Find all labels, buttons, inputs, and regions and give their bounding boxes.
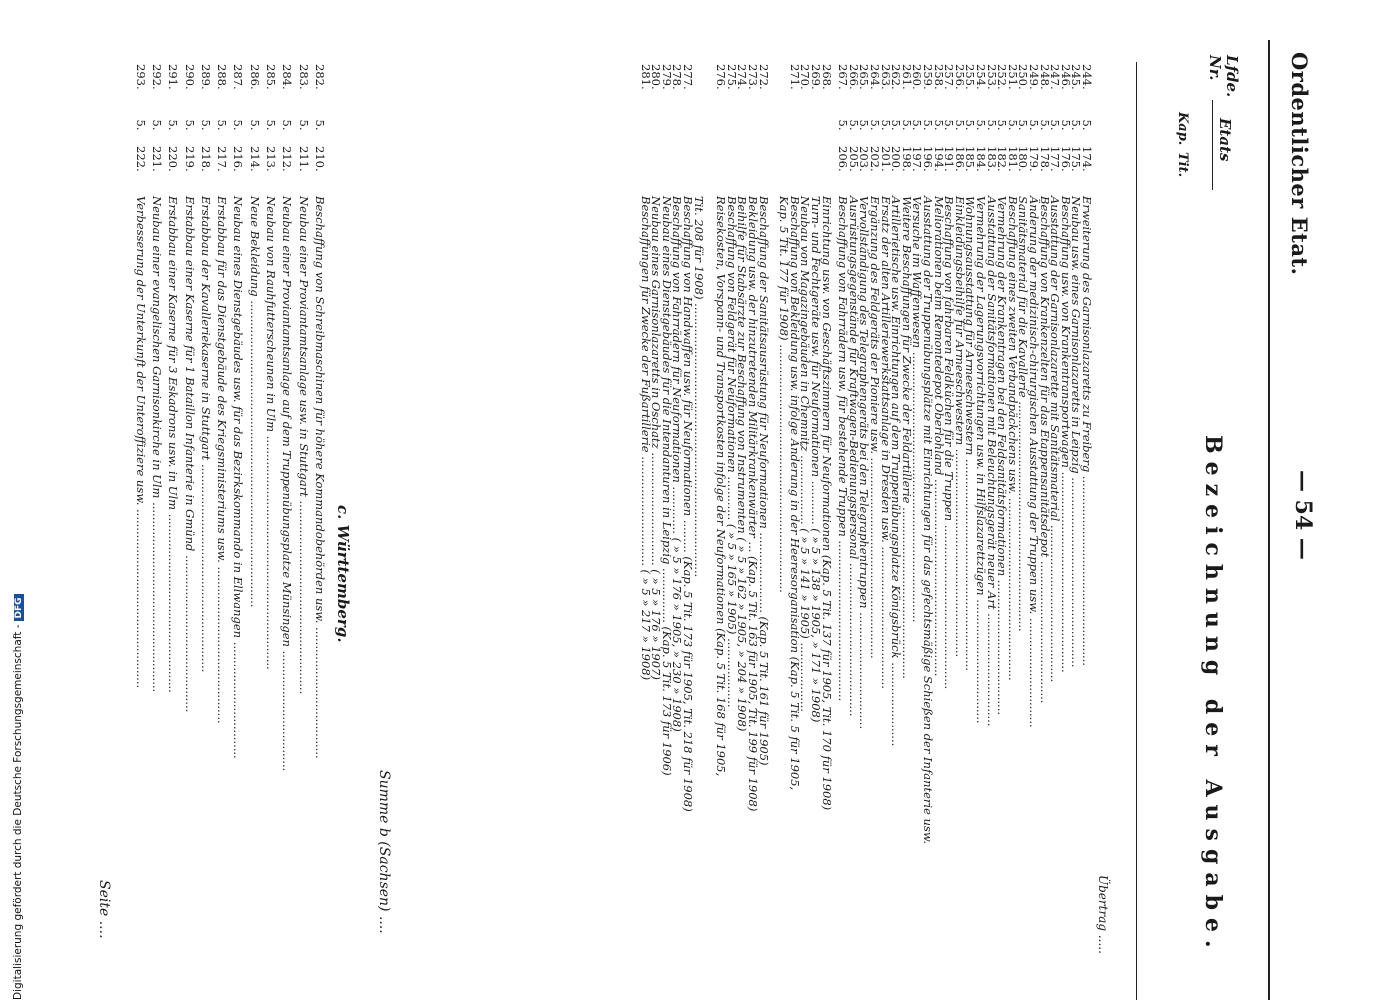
table-row-c-nr: 284. [280, 64, 295, 90]
table-row-c [249, 0, 260, 1000]
table-row-text: Beschaffung von Fahrrädern usw. für bestehende Truppen ............................................ [836, 196, 851, 702]
table-row-nr: 281. [638, 64, 653, 90]
table-row-kap: 5. [1058, 119, 1073, 131]
table-row-nr: 263. [878, 64, 893, 90]
table-row-c-tit: 214. [247, 146, 262, 172]
table-row-c-kap: 5. [166, 119, 181, 131]
table-row-c [233, 0, 244, 1000]
table-row-kap: 5. [1080, 119, 1094, 131]
table-row-nr: 261. [899, 64, 914, 90]
uebertrag: Übertrag ..... [1096, 875, 1110, 954]
table-row-c-kap: 5. [133, 119, 148, 131]
table-row-text: Neubau eines Dienstgebäudes für die Intendanturen in Leipzig ............... (Kap. 5 Tit. 173 für 1906) [659, 196, 674, 776]
table-row-nr: 251. [1005, 64, 1020, 90]
table-row-tit: 184. [974, 146, 988, 172]
table-row-tit: 174. [1080, 146, 1094, 172]
table-row-c-nr: 282. [313, 64, 327, 90]
table-row-nr: 256. [952, 64, 967, 90]
table-row-nr: 280. [649, 64, 664, 90]
seite: Seite .... [96, 880, 112, 939]
table-row-nr: 245. [1069, 64, 1084, 90]
table-row-nr: 255. [963, 64, 978, 90]
table-row-c-kap: 5. [150, 119, 164, 131]
table-row-nr: 277. [681, 64, 695, 90]
table-row-tit: 181. [1005, 146, 1020, 172]
table-row-text: Vermehrung der Lagerungsvorrichtungen usw. in Hilfslazarettzügen .................................. [974, 196, 988, 724]
table-row-tit: 175. [1069, 146, 1084, 172]
table-row-c-text: Verbesserung der Unterkunft der Unteroffiziere usw. ................................................. [133, 196, 148, 689]
table-row-tit: 179. [1027, 146, 1041, 172]
table-row-nr: 266. [846, 64, 861, 90]
table-row-text: Ausrüstungsgegenstände für Kraftwagen-Bedienungspersonal .......................................... [846, 196, 861, 717]
table-row-tit: 205. [846, 146, 861, 172]
table-row-text: Reisekosten, Vorspann- und Transportkosten infolge der Neuformationen (Kap. 5 Tit. 168 für 1905, [714, 196, 729, 777]
table-row-kap: 5. [857, 119, 872, 131]
table-row-kap: 5. [963, 119, 978, 131]
table-row-c-text: Neubau einer Proviantamtsanlage auf dem Truppenübungsplatze Münsingen ................................. [280, 196, 295, 772]
etat-header: Ordentlicher Etat. [1287, 52, 1312, 276]
table-row-text: Neubau eines Garnisonlazaretts in Oschatz ............................... ( » 5 » 176 » 1907) [649, 196, 664, 680]
table-row-c-kap: 5. [296, 119, 311, 131]
table-row-text: Beschaffungen für Zwecke der Fußartillerie .............................. ( » 5 » 217 » 1908) [638, 196, 653, 681]
table-row-c [282, 0, 293, 1000]
table-row-nr: 252. [995, 64, 1010, 90]
table-row-c-tit: 216. [231, 146, 246, 172]
table-title: Bezeichnung der Ausgabe. [1200, 435, 1226, 956]
table-row-kap: 5. [1005, 119, 1020, 131]
table-row-nr: 260. [910, 64, 925, 90]
table-row-text: Beihilfe für Stabsärzte zur Beschaffung von Instrumenten ( » 5 » 162 » 1905, » 204 » 1908) [735, 196, 750, 732]
table-row-c-tit: 210. [313, 146, 327, 172]
table-row-text: Weitere Beschaffungen für Zwecke der Feldartillerie ............................................... [899, 196, 914, 679]
table-row-c-nr: 283. [296, 64, 311, 90]
table-row-nr: 265. [857, 64, 872, 90]
table-row-c-tit: 211. [296, 146, 311, 172]
table-row-kap: 5. [921, 119, 935, 131]
table-row-c [184, 0, 195, 1000]
table-row-nr: 249. [1027, 64, 1041, 90]
table-row-text: Beschaffung von Krankenzelten für das Etappensanitätsdepot ....................................... [1037, 196, 1052, 704]
table-row-c-tit: 213. [264, 146, 279, 172]
table-row-tit: 206. [836, 146, 851, 172]
table-row [640, 0, 651, 1000]
table-row-text: Sanitätsmaterial für die Kavallerie ............................................................... [1016, 196, 1031, 632]
table-row-c [264, 0, 279, 1000]
table-row-nr: 278. [670, 64, 685, 90]
table-row-tit: 180. [1016, 146, 1031, 172]
table-row-kap: 5. [836, 119, 851, 131]
table-row-c-tit: 219. [182, 146, 197, 172]
table-row-tit: 176. [1058, 146, 1073, 172]
table-row-c-tit: 222. [133, 146, 148, 172]
table-row-c-kap: 5. [313, 119, 327, 131]
table-row-text: Artillerietische usw. Einrichtungen auf dem Truppenübungsplatze Königsbrück ....................... [889, 196, 904, 747]
table-row-c-text: Neubau einer Proviantamtsanlage usw. in Stuttgart ..................................................... [296, 196, 311, 695]
table-row-nr: 279. [659, 64, 674, 90]
table-row-tit: 191. [942, 146, 957, 172]
table-row-c-kap: 5. [264, 119, 279, 131]
table-row-text: Ausstattung der Truppenübungsplätze mit Einrichtungen für das gefechtsmäßige Schießen der Infanterie usw. [921, 196, 935, 844]
table-row-c-nr: 286. [247, 64, 262, 90]
table-row-kap: 5. [899, 119, 914, 131]
table-row-c-nr: 290. [182, 64, 197, 90]
table-row-nr: 271. [787, 64, 802, 90]
page-number: — 54 — [1290, 470, 1316, 560]
table-row-text: Änderung der medizinisch-chirurgischen Ausstattung der Truppen usw. .............................. [1027, 196, 1041, 728]
summe-b: Summe b (Sachsen) .... [376, 770, 392, 934]
table-row-c [215, 0, 230, 1000]
table-row-c-tit: 212. [280, 146, 295, 172]
table-row-nr: 264. [868, 64, 882, 90]
table-row-nr: 254. [974, 64, 988, 90]
table-row-nr: 250. [1016, 64, 1031, 90]
table-row-tit: 200. [889, 146, 904, 172]
table-row-text: Ausstattung der Garnisonlazarette mit Sanitätsmaterial ........................................... [1048, 196, 1063, 683]
table-row-c-nr: 293. [133, 64, 148, 90]
table-row-kap: 5. [1048, 119, 1063, 131]
table-row-c-text: Neue Bekleidung .................................................................................... [247, 196, 262, 608]
table-row-c-nr: 292. [150, 64, 164, 90]
table-row-c-nr: 289. [198, 64, 213, 90]
table-row-text: Turn- und Fechtgeräte usw. für Neuformationen ............ ( » 5 » 138 » 1905, » 171 » 1908) [809, 196, 823, 723]
table-row-c [314, 0, 325, 1000]
table-row-c-tit: 220. [166, 146, 181, 172]
table-row-text: Vervollständigung des Telegraphengeräts bei den Telegraphentruppen ................................ [857, 196, 872, 730]
col-header-kap: Kap. [1175, 112, 1190, 146]
table-row-nr: 244. [1080, 64, 1094, 90]
table-row-nr: 273. [746, 64, 760, 90]
table-row-text: Tit. 208 für 1908) ........................................................................... [691, 196, 706, 578]
table-row-nr: 274. [735, 64, 750, 90]
table-row-c-kap: 5. [198, 119, 213, 131]
table-row [836, 0, 851, 1000]
table-row-c-nr: 288. [215, 64, 230, 90]
table-row-tit: 196. [921, 146, 935, 172]
table-row-c-text: Erstabbau für das Dienstgebäude des Kriegsministeriums usw. ........................................... [215, 196, 230, 724]
table-row-nr: 268. [819, 64, 834, 90]
table-row-c-text: Neubau von Rauhfutterscheunen in Ulm ................................................................ [264, 196, 279, 670]
table-row-nr: 270. [798, 64, 813, 90]
table-row-tit: 197. [910, 146, 925, 172]
table-row-tit: 182. [995, 146, 1010, 172]
table-row-kap: 5. [952, 119, 967, 131]
table-row-c [135, 0, 146, 1000]
table-row-kap: 5. [931, 119, 946, 131]
table-row-text: Einrichtung usw. von Geschäftszimmern für Neuformationen (Kap. 5 Tit. 137 für 1905, Tit. 170 für 1908) [819, 196, 834, 811]
table-row-text: Beschaffung der Sanitätsausrüstung für Neuformationen ...................... (Kap. 5 Tit. 161 für 1905) [756, 196, 771, 766]
table-row-c-text: Beschaffung von Schreibmaschinen für höhere Kommandobehörden usw. .................................... [313, 196, 327, 759]
table-row-c-nr: 291. [166, 64, 181, 90]
table-row-kap: 5. [1069, 119, 1084, 131]
table-row-text: Kap. 5 Tit. 177 für 1908) .................................................................... [777, 196, 792, 593]
table-row-kap: 5. [1037, 119, 1052, 131]
table-row-nr: 275. [724, 64, 739, 90]
table-row [714, 0, 729, 1000]
table-row-text: Beschaffung von Feldgerät für Neuformationen ............ ( » 5 » 165 » 1905) ................... [724, 196, 739, 708]
table-row-c-text: Erstabbau der Kavalleriekaserne in Stuttgart ......................................................... [198, 196, 213, 673]
table-row-nr: 269. [809, 64, 823, 90]
table-row-text: Ausstattung der Sanitätsformationen mit Beleuchtungsgerät neuer Art ............................... [984, 196, 999, 727]
table-row-nr: 253. [984, 64, 999, 90]
table-row-tit: 202. [868, 146, 882, 172]
table-row-c [168, 0, 179, 1000]
table-row-text: Ersatz der alten Artilleriewerkstattsanlage in Dresden usw. ....................................... [878, 196, 893, 689]
table-row-kap: 5. [984, 119, 999, 131]
table-row-c-text: Erstabbau einer Kaserne für 3 Eskadrons usw. in Ulm ................................................. [166, 196, 181, 693]
table-row-tit: 183. [984, 146, 999, 172]
table-row-tit: 178. [1037, 146, 1052, 172]
table-row-nr: 272. [756, 64, 771, 90]
table-row-text: Neubau von Magazingebäuden in Chemnitz ................... ( » 5 » 141 » 1905) ................... [798, 196, 813, 712]
table-row-text: Erweiterung des Garnisonlazaretts zu Freiberg .................................................... [1080, 196, 1094, 666]
table-row-text: Vermehrung der Krankentragen bei den Feldsanitätsformationen ..................................... [995, 196, 1010, 716]
table-row-nr: 258. [931, 64, 946, 90]
table-row-tit: 198. [899, 146, 914, 172]
table-row-kap: 5. [995, 119, 1010, 131]
col-header-nr: Lfde. Nr. [1206, 55, 1241, 98]
table-row-c-kap: 5. [215, 119, 230, 131]
table-row-c-text: Erstabbau einer Kaserne für 1 Bataillon Infanterie in Gmünd ........................................... [182, 196, 197, 713]
table-row-text: Einkleidungsbeihilfe für Armeeschwestern ......................................................... [952, 196, 967, 658]
table-row-text: Beschaffung von fahrbaren Feldküchen für die Truppen ............................................. [942, 196, 957, 690]
table-row-tit: 203. [857, 146, 872, 172]
table-row-c-nr: 287. [231, 64, 246, 90]
table-row-text: Beschaffung von Fahrrädern für Neuformationen ............. ( » 5 » 176 » 1905, » 230 » 1908) [670, 196, 685, 732]
table-row-tit: 177. [1048, 146, 1063, 172]
table-row-text: Ergänzung des Feldgeräts der Pioniere usw. ....................................................... [868, 196, 882, 659]
table-row-c-tit: 221. [150, 146, 164, 172]
table-row-nr: 247. [1048, 64, 1063, 90]
table-row-c [151, 0, 162, 1000]
table-row-kap: 5. [942, 119, 957, 131]
table-row-nr: 262. [889, 64, 904, 90]
table-row-kap: 5. [1027, 119, 1041, 131]
table-row-c-tit: 218. [198, 146, 213, 172]
table-row-text: Beschaffung von Bekleidung usw. infolge Änderung in der Heeresorganisation (Kap. 5 Tit. 5 für 1905, [787, 196, 802, 791]
table-row-kap: 5. [889, 119, 904, 131]
table-row-text: Meliorationen beim Remontedepot Oberlohland ...................................................... [931, 196, 946, 677]
table-row-kap: 5. [868, 119, 882, 131]
table-row-text: Wohnungsausstattung für Armeeschwestern .......................................................... [963, 196, 978, 671]
table-row-kap: 5. [1016, 119, 1031, 131]
table-row-c-nr: 285. [264, 64, 279, 90]
table-row-tit: 194. [931, 146, 946, 172]
table-row-c-kap: 5. [182, 119, 197, 131]
col-header-tit: Tit. [1175, 152, 1190, 178]
table-row-kap: 5. [878, 119, 893, 131]
table-row-c-tit: 217. [215, 146, 230, 172]
table-row-nr: 246. [1058, 64, 1073, 90]
table-row-tit: 201. [878, 146, 893, 172]
table-row-c-kap: 5. [247, 119, 262, 131]
table-row-nr: 259. [921, 64, 935, 90]
table-row-text: Beschaffung von Handwaffen usw. für Neuformationen ......... (Kap. 5 Tit. 173 für 1905, Tit. 218 für 1908) [681, 196, 695, 812]
table-row [777, 0, 792, 1000]
section-c-title: c. Württemberg. [334, 505, 352, 643]
col-header-etats: Etats [1216, 118, 1234, 162]
table-row-nr: 267. [836, 64, 851, 90]
dfg-logo: DFG [14, 594, 24, 621]
table-row-nr: 276. [714, 64, 729, 90]
table-row-c [200, 0, 211, 1000]
table-row-kap: 5. [974, 119, 988, 131]
table-row-tit: 185. [963, 146, 978, 172]
table-row-text: Bekleidung usw. der hinzutretenden Militärkrankenwärter ... (Kap. 5 Tit. 163 für 1905, Tit. 199 für 1908) [746, 196, 760, 812]
table-row-c-text: Neubau einer evangelischen Garnisonkirche in Ulm .................................................... [150, 196, 164, 693]
table-row-c-text: Neubau eines Dienstgebäudes usw. für das Bezirkskommando in Ellwangen ................................ [231, 196, 246, 759]
table-row-text: Neubau usw. eines Garnisonlazaretts in Leipzig .................................................... [1069, 196, 1084, 668]
dfg-credit-text: Digitalisierung gefördert durch die Deutsche Forschungsgemeinschaft - [12, 624, 24, 1000]
table-row-nr: 248. [1037, 64, 1052, 90]
table-row-kap: 5. [910, 119, 925, 131]
table-row-nr: 257. [942, 64, 957, 90]
table-row-c-kap: 5. [231, 119, 246, 131]
table-row-text: Beschaffung usw. von Krankentransportwagen ....................................................... [1058, 196, 1073, 673]
table-row-text: Beschaffung eines zweiten Verbandpäckchens usw. .................................................. [1005, 196, 1020, 681]
table-row-kap: 5. [846, 119, 861, 131]
table-row-text: Versuche im Waffenwesen .......................................................................... [910, 196, 925, 623]
table-row-tit: 186. [952, 146, 967, 172]
table-row-c-kap: 5. [280, 119, 295, 131]
table-row-c [298, 0, 309, 1000]
